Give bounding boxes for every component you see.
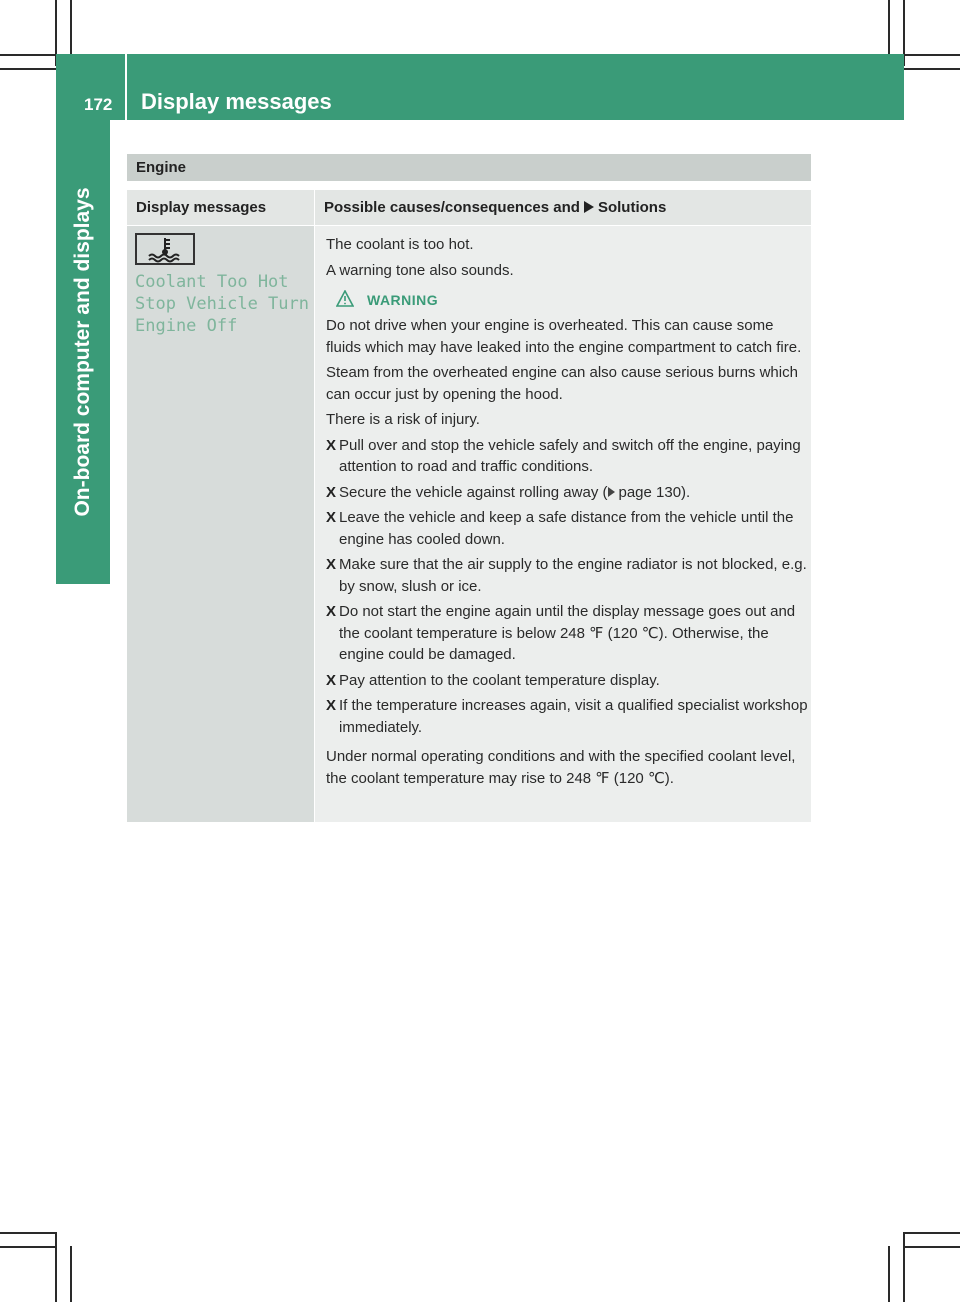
step-text: Secure the vehicle against rolling away ( — [339, 483, 608, 501]
warning-text: Steam from the overheated engine can also cause serious burns which can occur just by opening the hood. — [326, 364, 798, 403]
column-header-display: Display messages — [127, 190, 314, 225]
display-line: Engine Off — [135, 316, 238, 336]
solutions-arrow-icon — [584, 201, 594, 213]
display-line: Stop Vehicle Turn — [135, 294, 309, 314]
solution-step — [326, 601, 811, 666]
cause-text: A warning tone also sounds. — [326, 261, 514, 279]
crop-mark — [0, 1246, 56, 1248]
header-divider — [125, 54, 127, 120]
column-header-solutions-text: Solutions — [597, 199, 667, 216]
step-marker: X — [326, 671, 337, 689]
solution-step — [326, 507, 811, 550]
step-marker: X — [326, 436, 337, 454]
crop-mark — [903, 1232, 905, 1302]
crop-mark — [904, 68, 960, 70]
step-text: Do not start the engine again until the display message goes out and the coolant temperature is below 248 ℉ (120 ℃). Otherwise, the engine could be damaged. — [339, 603, 796, 663]
step-marker: X — [326, 603, 337, 620]
section-header: Engine — [127, 154, 811, 181]
page-title: Display messages — [141, 89, 332, 114]
warning-icon — [336, 290, 354, 314]
solution-step — [326, 695, 811, 738]
step-text: If the temperature increases again, visit a qualified specialist workshop immediately. — [339, 697, 808, 736]
crop-mark — [904, 1246, 960, 1248]
crop-mark — [888, 0, 890, 54]
crop-mark — [888, 1246, 890, 1302]
step-text: Pull over and stop the vehicle safely and switch off the engine, paying attention to road and traffic conditions. — [339, 436, 801, 475]
warning-heading — [326, 289, 811, 311]
crop-mark — [904, 1232, 960, 1234]
crop-mark — [70, 0, 72, 54]
crop-mark — [70, 1246, 72, 1302]
column-header-causes-text: Possible causes/consequences and — [324, 199, 580, 216]
crop-mark — [55, 1232, 57, 1302]
coolant-temperature-icon-graphic — [137, 235, 193, 263]
crop-mark — [0, 68, 56, 70]
coolant-temperature-icon — [135, 233, 195, 265]
cause-text: The coolant is too hot. — [326, 236, 474, 253]
page-number: 172 — [84, 95, 113, 114]
display-message-text — [135, 271, 309, 337]
causes-solutions-cell — [315, 226, 811, 822]
page-reference-icon — [608, 487, 615, 497]
solution-step — [326, 482, 811, 504]
crop-mark — [0, 1232, 56, 1234]
step-text: Leave the vehicle and keep a safe distance from the vehicle until the engine has cooled down. — [339, 509, 794, 548]
page-reference-link[interactable]: page 130). — [618, 483, 691, 501]
warning-text: There is a risk of injury. — [326, 411, 480, 428]
crop-mark — [0, 54, 56, 56]
crop-mark — [904, 54, 960, 56]
step-marker: X — [326, 697, 337, 714]
step-text: Pay attention to the coolant temperature display. — [339, 671, 660, 689]
column-header-causes — [315, 190, 811, 225]
warning-label: WARNING — [367, 292, 439, 308]
step-marker: X — [326, 483, 337, 501]
solution-step — [326, 435, 811, 478]
chapter-label: On-board computer and displays — [71, 187, 94, 517]
solution-step — [326, 670, 811, 692]
warning-text: Do not drive when your engine is overheated. This can cause some fluids which may have leaked into the engine compartment to catch fire. — [326, 317, 802, 356]
step-text: Make sure that the air supply to the engine radiator is not blocked, e.g. by snow, slush or ice. — [339, 556, 807, 595]
footer-note: Under normal operating conditions and with the specified coolant level, the coolant temperature may rise to 248 ℉ (120 ℃). — [326, 748, 796, 787]
step-marker: X — [326, 556, 337, 573]
display-line: Coolant Too Hot — [135, 272, 289, 292]
step-marker: X — [326, 509, 337, 526]
solution-step — [326, 554, 811, 597]
warning-triangle-graphic — [336, 290, 354, 307]
